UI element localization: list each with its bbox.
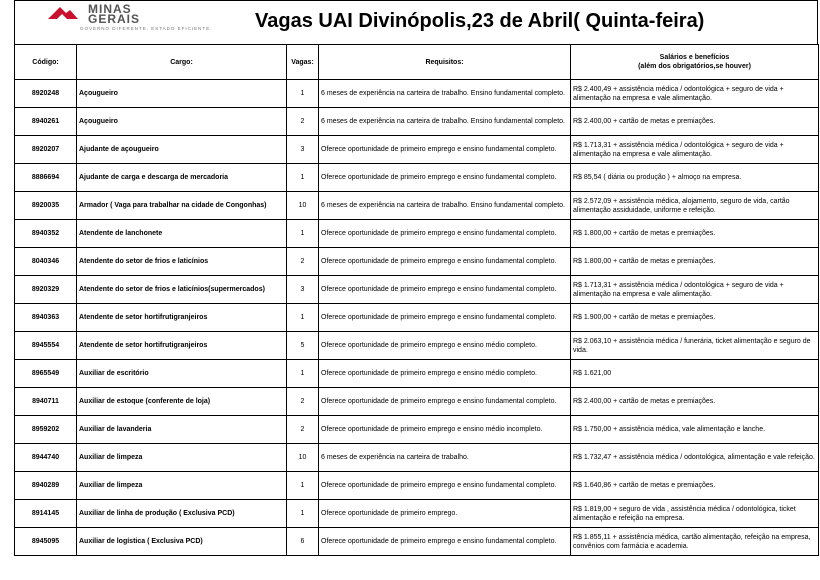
cell-requisitos: Oferece oportunidade de primeiro emprego e ensino médio incompleto. bbox=[319, 416, 571, 444]
header-codigo: Código: bbox=[15, 45, 77, 80]
cell-codigo: 8940363 bbox=[15, 304, 77, 332]
cell-salarios: R$ 1.713,31 + assistência médica / odontológica + seguro de vida + alimentação na empresa e vale alimentação. bbox=[571, 136, 819, 164]
cell-salarios: R$ 1.800,00 + cartão de metas e premiações. bbox=[571, 248, 819, 276]
cell-requisitos: Oferece oportunidade de primeiro emprego e ensino fundamental completo. bbox=[319, 472, 571, 500]
table-row bbox=[15, 136, 819, 164]
header-cargo: Cargo: bbox=[77, 45, 287, 80]
jobs-table bbox=[14, 44, 819, 556]
table-row bbox=[15, 192, 819, 220]
cell-requisitos: Oferece oportunidade de primeiro emprego e ensino médio completo. bbox=[319, 360, 571, 388]
cell-salarios: R$ 1.750,00 + assistência médica, vale alimentação e lanche. bbox=[571, 416, 819, 444]
cell-vagas: 10 bbox=[287, 444, 319, 472]
cell-codigo: 8945095 bbox=[15, 528, 77, 556]
cell-vagas: 1 bbox=[287, 220, 319, 248]
cell-salarios: R$ 1.800,00 + cartão de metas e premiações. bbox=[571, 220, 819, 248]
table-row bbox=[15, 388, 819, 416]
cell-salarios: R$ 2.400,00 + cartão de metas e premiações. bbox=[571, 388, 819, 416]
cell-cargo: Auxiliar de limpeza bbox=[77, 472, 287, 500]
cell-vagas: 3 bbox=[287, 136, 319, 164]
cell-vagas: 6 bbox=[287, 528, 319, 556]
cell-codigo: 8959202 bbox=[15, 416, 77, 444]
minas-gerais-logo bbox=[48, 2, 213, 34]
cell-codigo: 8920207 bbox=[15, 136, 77, 164]
cell-vagas: 2 bbox=[287, 388, 319, 416]
cell-requisitos: 6 meses de experiência na carteira de trabalho. bbox=[319, 444, 571, 472]
cell-codigo: 8886694 bbox=[15, 164, 77, 192]
header-salarios-subtitle: (além dos obrigatórios,se houver) bbox=[638, 63, 751, 70]
table-row bbox=[15, 332, 819, 360]
table-row bbox=[15, 304, 819, 332]
cell-salarios: R$ 1.621,00 bbox=[571, 360, 819, 388]
cell-requisitos: 6 meses de experiência na carteira de trabalho. Ensino fundamental completo. bbox=[319, 108, 571, 136]
cell-salarios: R$ 1.713,31 + assistência médica / odontológica + seguro de vida + alimentação na empresa e vale alimentação. bbox=[571, 276, 819, 304]
cell-cargo: Auxiliar de lavanderia bbox=[77, 416, 287, 444]
table-row bbox=[15, 500, 819, 528]
cell-cargo: Atendente de setor hortifrutigranjeiros bbox=[77, 304, 287, 332]
cell-codigo: 8940289 bbox=[15, 472, 77, 500]
cell-salarios: R$ 2.400,49 + assistência médica / odontológica + seguro de vida + alimentação na empresa e vale alimentação. bbox=[571, 80, 819, 108]
cell-salarios: R$ 1.732,47 + assistência médica / odontológica, alimentação e vale refeição. bbox=[571, 444, 819, 472]
cell-cargo: Açougueiro bbox=[77, 108, 287, 136]
header-salarios bbox=[571, 45, 819, 80]
cell-codigo: 8965549 bbox=[15, 360, 77, 388]
cell-requisitos: Oferece oportunidade de primeiro emprego e ensino fundamental completo. bbox=[319, 164, 571, 192]
table-row bbox=[15, 472, 819, 500]
cell-requisitos: Oferece oportunidade de primeiro emprego e ensino fundamental completo. bbox=[319, 220, 571, 248]
header-salarios-title: Salários e benefícios bbox=[659, 54, 730, 61]
cell-requisitos: Oferece oportunidade de primeiro emprego e ensino fundamental completo. bbox=[319, 388, 571, 416]
cell-codigo: 8940352 bbox=[15, 220, 77, 248]
cell-requisitos: Oferece oportunidade de primeiro emprego e ensino fundamental completo. bbox=[319, 248, 571, 276]
cell-cargo: Atendente do setor de frios e laticínios bbox=[77, 248, 287, 276]
cell-salarios: R$ 2.400,00 + cartão de metas e premiações. bbox=[571, 108, 819, 136]
cell-salarios: R$ 1.640,86 + cartão de metas e premiações. bbox=[571, 472, 819, 500]
table-row bbox=[15, 360, 819, 388]
cell-vagas: 3 bbox=[287, 276, 319, 304]
cell-requisitos: Oferece oportunidade de primeiro emprego e ensino fundamental completo. bbox=[319, 276, 571, 304]
cell-cargo: Açougueiro bbox=[77, 80, 287, 108]
cell-vagas: 2 bbox=[287, 248, 319, 276]
cell-requisitos: Oferece oportunidade de primeiro emprego e ensino fundamental completo. bbox=[319, 528, 571, 556]
cell-codigo: 8920248 bbox=[15, 80, 77, 108]
table-row bbox=[15, 108, 819, 136]
cell-codigo: 8940261 bbox=[15, 108, 77, 136]
cell-codigo: 8945554 bbox=[15, 332, 77, 360]
cell-vagas: 1 bbox=[287, 500, 319, 528]
table-row bbox=[15, 80, 819, 108]
table-row bbox=[15, 528, 819, 556]
cell-salarios: R$ 85,54 ( diária ou produção ) + almoço na empresa. bbox=[571, 164, 819, 192]
cell-requisitos: Oferece oportunidade de primeiro emprego e ensino médio completo. bbox=[319, 332, 571, 360]
cell-salarios: R$ 1.855,11 + assistência médica, cartão alimentação, refeição na empresa, convênios com farmácia e academia. bbox=[571, 528, 819, 556]
cell-vagas: 10 bbox=[287, 192, 319, 220]
cell-requisitos: 6 meses de experiência na carteira de trabalho. Ensino fundamental completo. bbox=[319, 192, 571, 220]
table-header-row bbox=[15, 45, 819, 80]
table-row bbox=[15, 248, 819, 276]
cell-salarios: R$ 1.819,00 + seguro de vida , assistência médica / odontológica, ticket alimentação e refeição na empresa. bbox=[571, 500, 819, 528]
header-vagas: Vagas: bbox=[287, 45, 319, 80]
cell-salarios: R$ 2.063,10 + assistência médica / funerária, ticket alimentação e seguro de vida. bbox=[571, 332, 819, 360]
table-row bbox=[15, 276, 819, 304]
cell-vagas: 5 bbox=[287, 332, 319, 360]
logo-brand-line2: GERAIS bbox=[88, 12, 141, 26]
cell-cargo: Ajudante de carga e descarga de mercadoria bbox=[77, 164, 287, 192]
cell-codigo: 8944740 bbox=[15, 444, 77, 472]
cell-vagas: 1 bbox=[287, 80, 319, 108]
cell-cargo: Auxiliar de limpeza bbox=[77, 444, 287, 472]
cell-cargo: Auxiliar de estoque (conferente de loja) bbox=[77, 388, 287, 416]
cell-requisitos: Oferece oportunidade de primeiro emprego. bbox=[319, 500, 571, 528]
table-row bbox=[15, 416, 819, 444]
page-header bbox=[14, 0, 818, 44]
cell-cargo: Ajudante de açougueiro bbox=[77, 136, 287, 164]
cell-salarios: R$ 2.572,09 + assistência médica, alojamento, seguro de vida, cartão alimentação assiduidade, uniforme e refeição. bbox=[571, 192, 819, 220]
cell-cargo: Auxiliar de logística ( Exclusiva PCD) bbox=[77, 528, 287, 556]
cell-cargo: Auxiliar de escritório bbox=[77, 360, 287, 388]
cell-codigo: 8040346 bbox=[15, 248, 77, 276]
cell-cargo: Armador ( Vaga para trabalhar na cidade de Congonhas) bbox=[77, 192, 287, 220]
cell-vagas: 1 bbox=[287, 472, 319, 500]
logo-brand-text bbox=[88, 4, 140, 24]
cell-cargo: Atendente do setor de frios e laticínios(supermercados) bbox=[77, 276, 287, 304]
logo-mountain-icon bbox=[48, 5, 78, 19]
cell-codigo: 8920329 bbox=[15, 276, 77, 304]
logo-tagline: GOVERNO DIFERENTE. ESTADO EFICIENTE. bbox=[80, 26, 213, 31]
cell-codigo: 8914145 bbox=[15, 500, 77, 528]
logo-brand-line1: MINAS bbox=[88, 2, 132, 16]
cell-codigo: 8920035 bbox=[15, 192, 77, 220]
cell-cargo: Auxiliar de linha de produção ( Exclusiva PCD) bbox=[77, 500, 287, 528]
table-row bbox=[15, 164, 819, 192]
table-row bbox=[15, 444, 819, 472]
cell-cargo: Atendente de lanchonete bbox=[77, 220, 287, 248]
cell-requisitos: Oferece oportunidade de primeiro emprego e ensino fundamental completo. bbox=[319, 304, 571, 332]
cell-requisitos: 6 meses de experiência na carteira de trabalho. Ensino fundamental completo. bbox=[319, 80, 571, 108]
cell-vagas: 1 bbox=[287, 164, 319, 192]
cell-requisitos: Oferece oportunidade de primeiro emprego e ensino fundamental completo. bbox=[319, 136, 571, 164]
cell-vagas: 2 bbox=[287, 108, 319, 136]
cell-salarios: R$ 1.900,00 + cartão de metas e premiações. bbox=[571, 304, 819, 332]
cell-vagas: 1 bbox=[287, 304, 319, 332]
cell-codigo: 8940711 bbox=[15, 388, 77, 416]
cell-cargo: Atendente de setor hortifrutigranjeiros bbox=[77, 332, 287, 360]
cell-vagas: 2 bbox=[287, 416, 319, 444]
table-row bbox=[15, 220, 819, 248]
header-requisitos: Requisitos: bbox=[319, 45, 571, 80]
page-title: Vagas UAI Divinópolis,23 de Abril( Quinta-feira) bbox=[255, 10, 705, 32]
cell-vagas: 1 bbox=[287, 360, 319, 388]
